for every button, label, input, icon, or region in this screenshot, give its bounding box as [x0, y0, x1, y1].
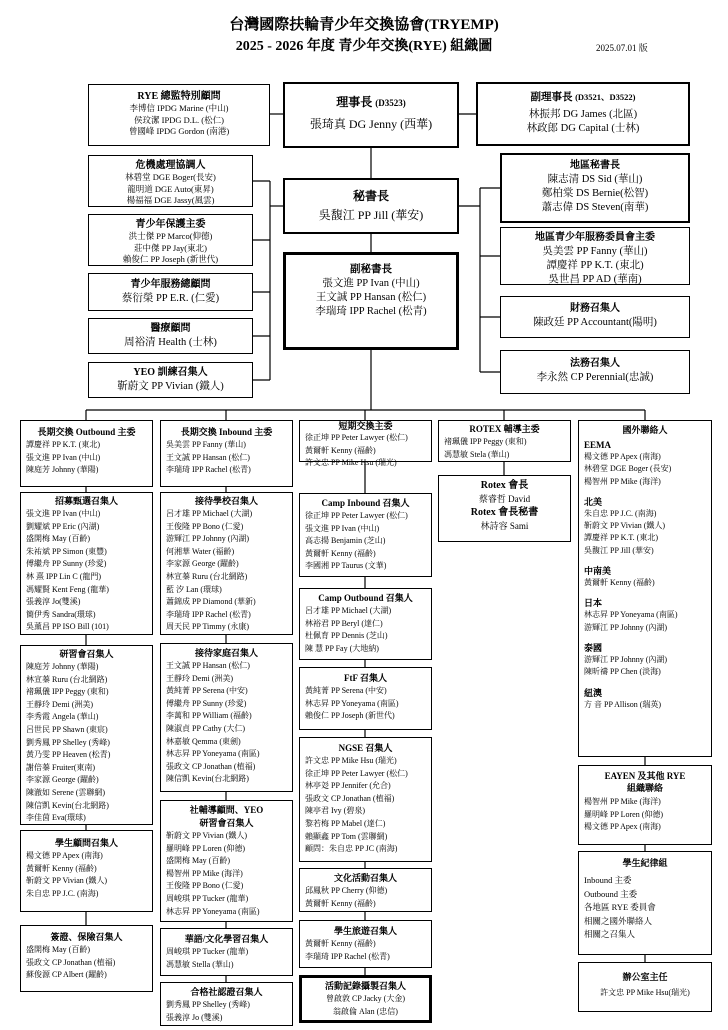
- member-name: 靳蔚文 PP Vivian (鐵人): [166, 831, 248, 840]
- member-name: 楊福福 DGE Jassy(風雲): [126, 195, 215, 205]
- box-title: 青少年保護主委: [135, 219, 206, 230]
- member-name: 譚慶祥 PP K.T. (東北): [584, 533, 658, 543]
- member-name: 林政郎 DG Capital (士林): [526, 123, 640, 134]
- host-family-box: [160, 643, 293, 792]
- box-title: 青少年服務總顧問: [130, 279, 211, 290]
- box-title: 危機處理協調人: [135, 160, 206, 171]
- member-name: 游輝江 PP Johnny (內湖): [584, 622, 668, 632]
- box-title: Camp Outbound 召集人: [318, 593, 413, 603]
- member-name: 黃純菁 PP Serena (中安): [166, 686, 248, 696]
- secretary-general-box: [283, 178, 459, 234]
- member-list: [579, 451, 711, 488]
- title-line: 組織聯絡: [626, 783, 663, 793]
- member-name: 張政文 CP Jonathan (植福): [26, 957, 116, 967]
- member-list: [161, 999, 292, 1024]
- member-name: 吳馥江 PP Jill (華安): [584, 545, 654, 555]
- camp-inbound-box: [299, 493, 432, 577]
- member-name: 黃乃雯 PP Heaven (松青): [26, 750, 111, 760]
- member-name: 朱祐斌 PP Simon (東豐): [26, 546, 107, 556]
- member-list: [502, 173, 688, 215]
- box-title: RYE 總監特別顧問: [137, 91, 221, 102]
- member-name: 高志揚 Benjamin (芝山): [305, 536, 386, 546]
- member-list: [21, 661, 152, 825]
- box-title: NGSE 召集人: [338, 743, 393, 753]
- member-name: 楊智州 PP Mike (海洋): [584, 476, 661, 486]
- box-title: 地區青少年服務委員會主委: [535, 232, 655, 243]
- member-name: 林碧堂 DGE Boger(長安): [125, 172, 216, 182]
- member-list: [478, 108, 688, 136]
- member-name: 劉耀斌 PP Eric (內湖): [26, 521, 100, 531]
- member-name: 林志昇 PP Yoneyama (南區): [166, 749, 260, 759]
- member-list: [161, 508, 292, 634]
- crisis-box: [88, 155, 253, 207]
- member-list: [161, 660, 292, 786]
- member-list: [579, 654, 711, 679]
- counselor-box: [160, 800, 293, 922]
- box-title: 辦公室主任: [622, 972, 668, 982]
- member-name: 徐正坤 PP Peter Lawyer (松仁): [305, 511, 408, 520]
- member-list: [89, 292, 252, 306]
- eayen-box: [578, 765, 712, 845]
- member-name: 黃爾軒 Kenny (福齡): [305, 939, 376, 948]
- member-name: 陳亭君 Ivy (碧泉): [305, 806, 365, 816]
- member-name: 黃爾軒 Kenny (福齡): [584, 578, 655, 588]
- member-name: 周天民 PP Timmy (永康): [166, 622, 250, 632]
- member-list: [579, 577, 711, 589]
- host-school-box: [160, 492, 293, 635]
- member-name: 徐正坤 PP Peter Lawyer (松仁): [305, 433, 408, 442]
- member-name: 呂才雄 PP Michael (大湖): [166, 509, 253, 518]
- ngse-box: [299, 737, 432, 862]
- member-name: 張文進 PP Ivan (中山): [305, 523, 380, 533]
- member-list: [89, 103, 269, 138]
- member-name: 鄭柏棠 DS Bernie(松智): [541, 188, 649, 199]
- member-list: [89, 172, 252, 207]
- member-name: 羅明峰 PP Loren (仰德): [584, 809, 664, 819]
- member-name: 朱自忠 PP J.C. (南海): [584, 508, 657, 518]
- member-name: 洪士傑 PP Marco(仰德): [128, 231, 213, 241]
- member-name: 李家源 George (躍齡): [26, 775, 99, 785]
- box-title: 長期交換 Outbound 主委: [37, 427, 136, 437]
- member-name: 劉秀鳳 PP Shelley (秀峰): [166, 1000, 250, 1009]
- member-name: 王文誠 PP Hansan (松仁): [166, 661, 250, 670]
- member-name: 黃爾軒 Kenny (福齡): [26, 863, 97, 873]
- member-name: 張文進 PP Ivan (中山): [322, 278, 420, 289]
- box-title: 短期交換主委: [338, 421, 393, 431]
- member-name: 王文誠 PP Hansan (松仁): [166, 452, 250, 462]
- member-name: 呂才雄 PP Michael (大湖): [305, 606, 392, 615]
- member-list: [21, 850, 152, 900]
- member-list: [285, 116, 457, 133]
- member-list: [300, 885, 431, 910]
- box-title: [161, 801, 292, 830]
- member-name: 劉秀鳳 PP Shelley (秀峰): [26, 737, 110, 747]
- member-list: [579, 796, 711, 834]
- member-name: 張琦真 DG Jenny (西華): [309, 117, 433, 131]
- member-name: 林碧堂 DGE Boger (長安): [584, 464, 672, 474]
- member-name: 各地區 RYE 委員會: [584, 902, 656, 912]
- member-name: 李家源 George (躍齡): [166, 559, 239, 569]
- member-name: 楊智州 PP Mike (海洋): [166, 868, 243, 878]
- box-title: Camp Inbound 召集人: [321, 498, 410, 508]
- member-name: 褚珮儀 IPP Peggy (東和): [444, 437, 527, 446]
- member-name: 周裕清 Health (士林): [124, 337, 217, 348]
- member-name: 吳美雲 PP Fanny (華山): [542, 246, 648, 257]
- yeo-training-box: [88, 362, 253, 398]
- advisors-box: [88, 84, 270, 146]
- member-name: 李瑞琦 IPP Rachel (松青): [166, 609, 251, 619]
- member-name: 林志昇 PP Yoneyama (南區): [584, 610, 678, 620]
- recruitment-box: [20, 492, 153, 635]
- member-name: 靳蔚文 PP Vivian (鐵人): [117, 381, 224, 392]
- member-name: 羅明峰 PP Loren (仰德): [166, 843, 246, 853]
- member-name: 林亭彣 PP Jennifer (允合): [305, 781, 391, 791]
- member-name: 周峻琪 PP Tucker (龍華): [166, 893, 249, 903]
- student-travel-box: [299, 920, 432, 968]
- member-list: [89, 231, 252, 266]
- member-list: [161, 439, 292, 477]
- president-box: [283, 82, 459, 148]
- finance-box: [500, 296, 690, 338]
- member-name: 許文忠 PP Mike Hsu (瑞光): [305, 756, 397, 765]
- member-list: [579, 508, 711, 557]
- member-list: [579, 609, 711, 634]
- member-name: 楊文德 PP Apex (南海): [26, 851, 103, 860]
- box-title: [285, 84, 457, 112]
- rotex-secretary-title: Rotex 會長秘書: [470, 507, 539, 518]
- member-name: 黃純菁 PP Serena (中安): [305, 686, 387, 695]
- district-label: (D3523): [375, 98, 406, 108]
- member-name: Inbound 主委: [584, 875, 632, 885]
- member-name: 楊文德 PP Apex (南海): [584, 452, 661, 461]
- member-name: 龍明道 DGE Auto(東昇): [127, 183, 214, 194]
- member-name: 吳馥江 PP Jill (華安): [318, 208, 424, 222]
- member-name: 王俊隆 PP Bono (仁愛): [166, 521, 244, 531]
- workshop-box: [20, 645, 153, 825]
- box-title: 國外聯絡人: [622, 425, 668, 435]
- mandarin-culture-box: [160, 928, 293, 976]
- visa-insurance-box: [20, 925, 153, 992]
- inbound-box: [160, 420, 293, 487]
- member-name: 王靜玲 Demi (洲美): [26, 699, 94, 709]
- member-list: [501, 245, 689, 287]
- club-certification-box: [160, 982, 293, 1026]
- member-name: 邱鳳秋 PP Cherry (仰德): [305, 886, 388, 895]
- member-name: 翁啟倫 Alan (忠信): [333, 1006, 398, 1016]
- region-name: EEMA: [584, 440, 611, 450]
- student-advisor-box: [20, 830, 153, 912]
- member-name: 張政文 CP Jonathan (植福): [166, 761, 256, 771]
- title-line: EAYEN 及其他 RYE: [604, 771, 686, 781]
- member-name: 賴俊仁 PP Joseph (新世代): [305, 711, 395, 721]
- box-title: 學生顧問召集人: [54, 838, 118, 848]
- box-title: YEO 訓練召集人: [133, 367, 208, 378]
- box-title: 財務召集人: [570, 303, 620, 314]
- title-line: 研習會召集人: [199, 818, 254, 828]
- office-box: [578, 962, 712, 1012]
- member-name: 李瑞琦 IPP Rachel (松青): [315, 306, 427, 317]
- region-north-america: [579, 496, 711, 557]
- box-title: 醫療顧問: [150, 323, 191, 334]
- page-subtitle: 2025 - 2026 年度 青少年交換(RYE) 組織圖: [235, 39, 493, 54]
- box-title: 合格社認證召集人: [190, 987, 263, 997]
- member-name: 譚慶祥 PP K.T. (東北): [546, 260, 644, 271]
- member-name: 何湘華 Water (福齡): [166, 546, 235, 556]
- member-list: [579, 699, 711, 711]
- vice-president-box: [476, 82, 690, 146]
- youth-service-advisor-box: [88, 273, 253, 311]
- member-name: 曾啟敦 CP Jacky (大金): [325, 994, 406, 1003]
- member-name: 賴俊仁 PP Joseph (新世代): [122, 254, 219, 264]
- region-latin-america: [579, 565, 711, 589]
- member-name: 陳庭芳 Johnny (華陽): [26, 662, 99, 671]
- member-list: [300, 685, 431, 723]
- region-thailand: [579, 642, 711, 679]
- member-list: [300, 432, 431, 470]
- member-name: 林宣蓁 Ruru (台北網路): [166, 571, 248, 581]
- member-name: 李博信 IPDG Marine (中山): [129, 103, 229, 113]
- box-title: 研習會召集人: [59, 649, 114, 659]
- member-name: 黃爾軒 Kenny (福齡): [305, 898, 376, 908]
- member-name: 游輝江 PP Johnny (內湖): [166, 534, 250, 544]
- member-name: 黃爾軒 Kenny (福齡): [305, 548, 376, 558]
- member-list: [161, 946, 292, 971]
- member-name: 莊中傑 PP Jay(東北): [134, 242, 207, 253]
- member-name: 傅繼舟 PP Sunny (珍愛): [26, 559, 107, 569]
- member-name: 吳薰昌 PP ISO Bill (101): [26, 622, 109, 632]
- member-name: 蘇俊源 CP Albert (躍齡): [26, 970, 107, 980]
- media-record-box: [299, 975, 432, 1023]
- region-name: 日本: [584, 598, 603, 609]
- member-name: 藍 汐 Lan (環球): [166, 584, 222, 594]
- member-name: 許文忠 PP Mike Hsu(瑞光): [600, 988, 690, 997]
- member-name: 褚珮儀 IPP Peggy (東和): [26, 687, 109, 697]
- member-name: 張政文 CP Jonathan (植福): [305, 793, 395, 803]
- member-name: 靳蔚文 PP Vivian (鐵人): [584, 521, 666, 531]
- district-label: (D3521、D3522): [575, 92, 636, 102]
- member-list: [439, 436, 570, 461]
- member-name: 林宣蓁 Ruru (台北網路): [26, 674, 108, 684]
- member-name: 靳蔚文 PP Vivian (鐵人): [26, 876, 108, 886]
- box-title: [478, 84, 688, 105]
- member-list: [501, 371, 689, 385]
- deputy-secretary-box: [283, 252, 459, 350]
- member-name: 陳庭芳 Johnny (華陽): [26, 465, 99, 475]
- member-name: 陳政廷 PP Accountant(陽明): [533, 317, 657, 328]
- member-name: 徐正坤 PP Peter Lawyer (松仁): [305, 768, 408, 778]
- member-name: 王文誠 PP Hansan (松仁): [315, 292, 427, 303]
- member-list: [21, 508, 152, 634]
- member-name: 陳淑貞 PP Cathy (大仁): [166, 723, 246, 733]
- box-title: 接待學校召集人: [194, 496, 258, 506]
- member-name: 賴顯鑫 PP Tom (雲聯網): [305, 831, 388, 841]
- member-name: 林志昇 PP Yoneyama (南區): [166, 906, 260, 916]
- box-title: ROTEX 輔導主委: [469, 424, 540, 434]
- member-list: [285, 207, 457, 224]
- member-name: 楊文德 PP Apex (南海): [584, 822, 661, 832]
- member-name: 許文忠 PP Mike Hsu (瑞光): [305, 458, 397, 468]
- member-list: [286, 277, 456, 319]
- discipline-box: [578, 851, 712, 955]
- member-list: [21, 439, 152, 477]
- youth-protection-box: [88, 214, 253, 266]
- member-name: 陳澈如 Serene (雲聯網): [26, 787, 106, 797]
- rotex-president-title: Rotex 會長: [480, 480, 529, 491]
- member-name: 方 音 PP Allison (瑞英): [584, 699, 662, 709]
- cultural-activities-box: [299, 868, 432, 912]
- member-name: 林志昇 PP Yoneyama (南區): [305, 698, 399, 708]
- page-title: 台灣國際扶輪青少年交換協會(TRYEMP): [229, 17, 499, 33]
- member-list: [300, 605, 431, 655]
- member-list: [579, 987, 711, 1000]
- member-name: 林振邦 DG James (北區): [528, 109, 638, 120]
- member-name: 呂世民 PP Shawn (東宸): [26, 724, 108, 734]
- member-list: [21, 944, 152, 982]
- member-name: 李瑞琦 IPP Rachel (松青): [305, 951, 390, 961]
- member-name: 林 熹 IPP Lin C (龍門): [26, 571, 102, 581]
- medical-advisor-box: [88, 318, 253, 354]
- box-title: 活動記錄攝製召集人: [324, 981, 406, 991]
- member-name: 侯玟潔 IPDG D.L. (松仁): [134, 114, 224, 125]
- box-title: 長期交換 Inbound 主委: [180, 427, 273, 437]
- box-title: 接待家庭召集人: [194, 648, 258, 658]
- box-title: 文化活動召集人: [333, 873, 397, 883]
- member-name: 李國湘 PP Taurus (文華): [305, 561, 387, 571]
- region-japan: [579, 597, 711, 634]
- member-name: 王靜玲 Demi (洲美): [166, 673, 234, 683]
- member-list: [302, 993, 429, 1018]
- member-list: [300, 510, 431, 573]
- foreign-contacts-box: [578, 420, 712, 757]
- box-title: 華語/文化學習召集人: [184, 934, 269, 944]
- member-name: 楊智州 PP Mike (海洋): [584, 797, 661, 806]
- member-name: 張文進 PP Ivan (中山): [26, 452, 101, 462]
- box-title: FtF 召集人: [344, 673, 387, 683]
- member-name: 王俊隆 PP Bono (仁愛): [166, 881, 244, 891]
- camp-outbound-box: [299, 588, 432, 660]
- member-name: 曾國峰 IPDG Gordon (南港): [128, 126, 230, 136]
- member-name: 蕭志偉 DS Steven(南華): [541, 202, 649, 213]
- district-youth-chairs-box: [500, 227, 690, 285]
- ftf-box: [299, 667, 432, 730]
- member-name: 陳信凱 Kevin(台北網路): [166, 774, 249, 784]
- member-name: 游輝江 PP Johnny (內湖): [584, 654, 668, 664]
- member-name: 簡伊秀 Sandra(環球): [26, 609, 96, 619]
- legal-box: [500, 350, 690, 394]
- member-name: 張義淳 Jo(雙溪): [26, 597, 81, 607]
- member-name: 譚慶祥 PP K.T. (東北): [26, 440, 100, 449]
- member-list: [89, 336, 252, 350]
- box-title: 秘書長: [352, 189, 389, 203]
- box-title: 簽證、保險召集人: [50, 932, 123, 942]
- member-name: 顧問：朱自忠 PP JC (南海): [305, 844, 398, 854]
- member-name: 盛開梅 May (百齡): [26, 534, 90, 544]
- member-list: [579, 874, 711, 942]
- rotex-advisor-box: [438, 420, 571, 462]
- box-title: 學生旅遊召集人: [333, 926, 397, 936]
- region-anz: [579, 687, 711, 711]
- member-name: 李佳茵 Eva(環球): [26, 813, 86, 823]
- outbound-box: [20, 420, 153, 487]
- member-name: 蕭錦成 PP Diamond (華新): [166, 597, 256, 607]
- region-name: 紐澳: [584, 687, 603, 698]
- rotex-secretary-name: 林詩容 Sami: [480, 521, 529, 531]
- member-name: 馮慧敏 Stella (華山): [166, 959, 234, 969]
- box-title: 副秘書長: [350, 264, 392, 275]
- box-title: 學生紀律組: [622, 858, 668, 868]
- member-list: [161, 830, 292, 918]
- rotex-box: [438, 475, 571, 542]
- member-list: [89, 380, 252, 394]
- short-term-box: [299, 420, 432, 468]
- region-name: 中南美: [584, 566, 612, 577]
- member-name: 李瑞琦 IPP Rachel (松青): [166, 465, 251, 475]
- title-line: 社輔導顧問、YEO: [189, 805, 264, 815]
- member-name: 盛開梅 May (百齡): [166, 856, 230, 866]
- box-title: 法務召集人: [570, 358, 620, 369]
- member-name: 傅繼舟 PP Sunny (珍愛): [166, 698, 247, 708]
- member-name: 陳志清 DS Sid (華山): [547, 174, 643, 185]
- member-list: [501, 316, 689, 330]
- member-name: 相關之召集人: [584, 929, 636, 939]
- region-name: 北美: [584, 496, 603, 507]
- title-text: 理事長: [336, 95, 373, 109]
- box-title: 招募甄選召集人: [54, 496, 118, 506]
- member-name: 張文進 PP Ivan (中山): [26, 509, 101, 518]
- member-name: 杜佩育 PP Dennis (芝山): [305, 631, 388, 641]
- member-name: 相關之國外聯絡人: [584, 915, 653, 926]
- member-name: 林嘉敏 Qemma (東劍): [166, 736, 241, 746]
- member-name: 李永然 CP Perennial(忠誠): [536, 372, 654, 383]
- member-list: [300, 755, 431, 856]
- region-name: 泰國: [584, 642, 603, 653]
- member-name: 馮慧敏 Stela (華山): [444, 449, 510, 459]
- member-name: 林裕君 PP Beryl (達仁): [305, 618, 383, 628]
- member-list: [300, 938, 431, 963]
- member-name: 周峻琪 PP Tucker (龍華): [166, 947, 249, 956]
- rotex-president-name: 蔡睿哲 David: [478, 494, 531, 504]
- member-name: 蔡衍榮 PP E.R. (仁愛): [121, 293, 220, 304]
- member-name: 李秀霞 Angela (華山): [26, 712, 99, 722]
- member-name: 謝倍蓁 Fruiter(東南): [26, 762, 96, 772]
- member-name: 黎若梅 PP Mabel (達仁): [305, 818, 386, 828]
- member-name: 盛開梅 May (百齡): [26, 945, 90, 954]
- member-name: 朱自忠 PP J.C. (南海): [26, 888, 99, 898]
- region-eema: [579, 439, 711, 488]
- member-name: 陳昕禱 PP Chen (淡海): [584, 667, 661, 677]
- box-title: 地區秘書長: [570, 160, 620, 171]
- version-label: 2025.07.01 版: [596, 43, 648, 53]
- member-name: Outbound 主委: [584, 888, 638, 899]
- title-text: 副理事長: [530, 92, 573, 103]
- member-name: 吳美雲 PP Fanny (華山): [166, 440, 246, 449]
- member-name: 張義淳 Jo (雙溪): [166, 1012, 223, 1022]
- member-name: 陳 慧 PP Fay (大地納): [305, 643, 379, 653]
- member-name: 黃爾軒 Kenny (福齡): [305, 445, 376, 455]
- box-title: [579, 766, 711, 794]
- member-name: 馮耀賢 Kent Feng (龍華): [26, 584, 109, 594]
- member-name: 李萬和 PP William (福齡): [166, 711, 252, 721]
- member-name: 陳信凱 Kevin(台北網路): [26, 800, 109, 810]
- district-secretaries-box: [500, 153, 690, 223]
- member-name: 吳世昌 PP AD (華南): [548, 274, 642, 285]
